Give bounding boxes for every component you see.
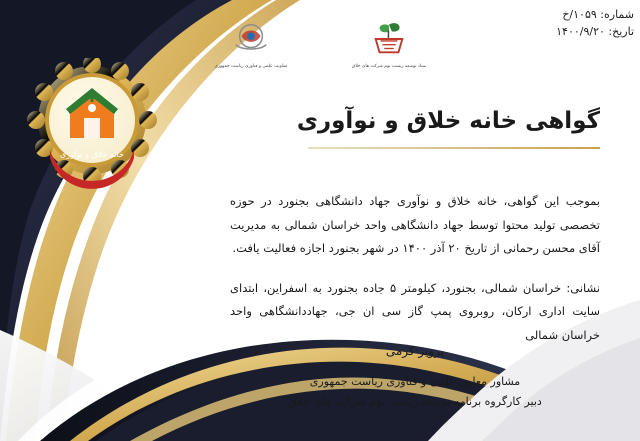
signature-block bbox=[230, 344, 600, 412]
address-label: نشانی: bbox=[566, 280, 600, 295]
page-title: گواهی خانه خلاق و نوآوری bbox=[296, 108, 600, 134]
document-number bbox=[556, 6, 634, 23]
signatory-role-line-1: مشاور معاون علمی و فناوری ریاست جمهوری bbox=[309, 375, 521, 388]
signatory-role-line-2: دبیر کارگروه برنامه توسعه زیست بوم شرکت های خلاق bbox=[288, 394, 542, 408]
document-date bbox=[556, 23, 634, 40]
logo-caption: معاونت علمی و فناوری ریاست جمهوری bbox=[214, 63, 288, 69]
logo-caption: ستاد توسعه زیست بوم شرکت های خلاق bbox=[351, 63, 427, 69]
document-number-value: ۱۰۵۹/خ bbox=[562, 8, 597, 21]
document-meta bbox=[556, 6, 634, 40]
medal-label: خانه خلاق و نوآوری bbox=[60, 150, 124, 159]
address-value: خراسان شمالی، بجنورد، کیلومتر ۵ جاده بجنورد به اسفراین، ابتدای سایت اداری ارکان، روبروی پمپ گاز سی ان جی، جهاددانشگاهی واحد خراسان شمالی bbox=[230, 280, 600, 342]
document-body bbox=[230, 190, 600, 359]
document-date-value: ۱۴۰۰/۹/۲۰ bbox=[556, 25, 605, 39]
title-divider bbox=[308, 147, 600, 149]
medal-seal bbox=[26, 58, 158, 190]
scientific-vp-icon bbox=[213, 20, 289, 58]
logo-creative-houses-program bbox=[343, 20, 435, 70]
address-block bbox=[230, 277, 600, 348]
document-number-label: شماره: bbox=[600, 8, 634, 21]
logo-iran-scientific-vp bbox=[205, 20, 297, 70]
document-date-label: تاریخ: bbox=[608, 25, 634, 39]
signatory-name: پرویز کرمی bbox=[385, 344, 445, 358]
creative-houses-icon bbox=[351, 20, 427, 58]
logo-row bbox=[205, 20, 435, 70]
body-paragraph: بموجب این گواهی، خانه خلاق و نوآوری جهاد دانشگاهی بجنورد در حوزه تخصصی تولید محتوا توسط جهاد دانشگاهی واحد خراسان شمالی به مدیریت آقای محسن رحمانی از تاریخ ۲۰ آذر ۱۴۰۰ در شهر بجنورد اجازه فعالیت یافت. bbox=[230, 194, 600, 256]
